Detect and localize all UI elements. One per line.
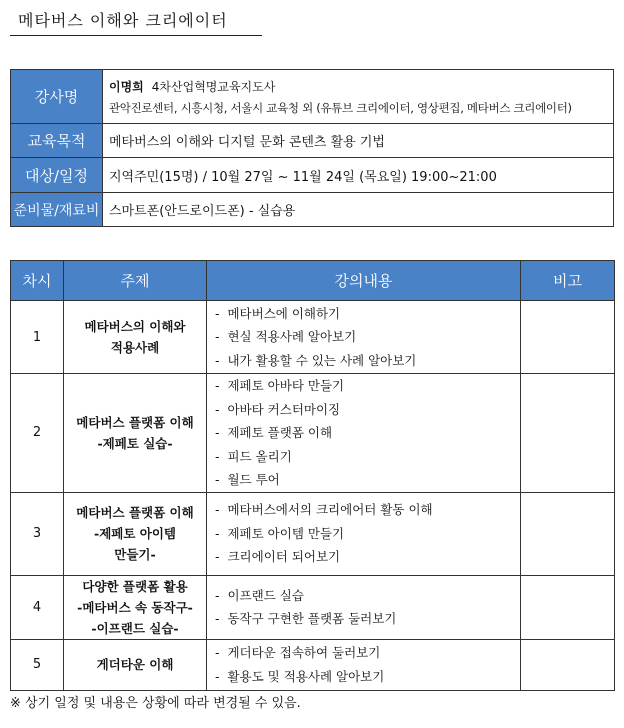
- instructor-label: 강사명: [11, 70, 103, 124]
- instructor-affiliation: 관악진로센터, 시흥시청, 서울시 교육청 외 (유튜브 크리에이터, 영상편집, 메타버스 크리에이터): [109, 100, 572, 115]
- target-value: 지역주민(15명) / 10월 27일 ~ 11월 24일 (목요일) 19:00~21:00: [103, 158, 614, 193]
- instructor-name: 이명희: [109, 79, 144, 94]
- info-table: [10, 69, 614, 227]
- session-note: [521, 575, 615, 639]
- session-content: [207, 374, 521, 493]
- topic-line: 메타버스 플랫폼 이해: [76, 414, 194, 430]
- list-item: - 아바타 커스터마이징: [215, 398, 520, 422]
- header-note: 비고: [521, 261, 615, 301]
- topic-line: -메타버스 속 동작구-: [77, 599, 193, 615]
- target-label: 대상/일정: [11, 158, 103, 193]
- list-item: - 활용도 및 적용사례 알아보기: [215, 665, 520, 689]
- session-note: [521, 301, 615, 374]
- list-item: - 제페토 아이템 만들기: [215, 522, 520, 546]
- header-session: 차시: [11, 261, 64, 301]
- session-topic: [64, 639, 207, 690]
- info-row-instructor: [11, 70, 614, 124]
- table-row: [11, 492, 615, 575]
- instructor-name-line: [109, 78, 613, 95]
- info-row-target: [11, 158, 614, 193]
- info-row-prep: [11, 193, 614, 227]
- session-number: 5: [11, 639, 64, 690]
- session-number: 4: [11, 575, 64, 639]
- list-item: - 동작구 구현한 플랫폼 둘러보기: [215, 607, 520, 631]
- schedule-table: [10, 260, 615, 691]
- header-topic: 주제: [64, 261, 207, 301]
- session-content: [207, 492, 521, 575]
- goal-value: 메타버스의 이해와 디지털 문화 콘텐츠 활용 기법: [103, 124, 614, 158]
- table-row: [11, 301, 615, 374]
- topic-line: -제페토 아이템: [94, 526, 176, 541]
- list-item: - 제페토 아바타 만들기: [215, 374, 520, 398]
- session-content: [207, 575, 521, 639]
- title-underline: [10, 35, 262, 36]
- topic-line: -제페토 실습-: [97, 435, 173, 451]
- topic-line: 메타버스 플랫폼 이해: [76, 505, 194, 520]
- list-item: - 게더타운 접속하여 둘러보기: [215, 641, 520, 665]
- instructor-cell: [103, 70, 614, 124]
- topic-line: 게더타운 이해: [96, 657, 174, 672]
- topic-line: 적용사례: [110, 340, 160, 355]
- session-content: [207, 301, 521, 374]
- session-topic: [64, 492, 207, 575]
- topic-line: 만들기-: [114, 547, 156, 562]
- session-number: 3: [11, 492, 64, 575]
- topic-line: 메타버스의 이해와: [84, 319, 186, 334]
- topic-line: -이프랜드 실습-: [91, 620, 179, 636]
- session-note: [521, 374, 615, 493]
- session-topic: [64, 575, 207, 639]
- session-note: [521, 639, 615, 690]
- session-note: [521, 492, 615, 575]
- footnote: ※ 상기 일정 및 내용은 상황에 따라 변경될 수 있음.: [10, 696, 301, 711]
- page-title: 메타버스 이해와 크리에이터: [18, 11, 228, 30]
- session-number: 1: [11, 301, 64, 374]
- session-topic: [64, 301, 207, 374]
- topic-line: 다양한 플랫폼 활용: [82, 578, 188, 594]
- session-number: 2: [11, 374, 64, 493]
- list-item: - 현실 적용사례 알아보기: [215, 325, 520, 349]
- session-content: [207, 639, 521, 690]
- instructor-title: 4차산업혁명교육지도사: [151, 79, 276, 94]
- info-row-goal: [11, 124, 614, 158]
- list-item: - 메타버스에서의 크리에어터 활동 이해: [215, 498, 520, 522]
- table-row: [11, 639, 615, 690]
- list-item: - 피드 올리기: [215, 445, 520, 469]
- session-topic: [64, 374, 207, 493]
- list-item: - 월드 투어: [215, 468, 520, 492]
- prep-label: 준비물/재료비: [11, 193, 103, 227]
- list-item: - 제페토 플랫폼 이해: [215, 421, 520, 445]
- table-row: [11, 575, 615, 639]
- prep-value: 스마트폰(안드로이드폰) - 실습용: [103, 193, 614, 227]
- list-item: - 이프랜드 실습: [215, 584, 520, 608]
- header-content: 강의내용: [207, 261, 521, 301]
- list-item: - 메타버스에 이해하기: [215, 302, 520, 326]
- schedule-header-row: [11, 261, 615, 301]
- goal-label: 교육목적: [11, 124, 103, 158]
- table-row: [11, 374, 615, 493]
- list-item: - 크리에이터 되어보기: [215, 545, 520, 569]
- list-item: - 내가 활용할 수 있는 사례 알아보기: [215, 349, 520, 373]
